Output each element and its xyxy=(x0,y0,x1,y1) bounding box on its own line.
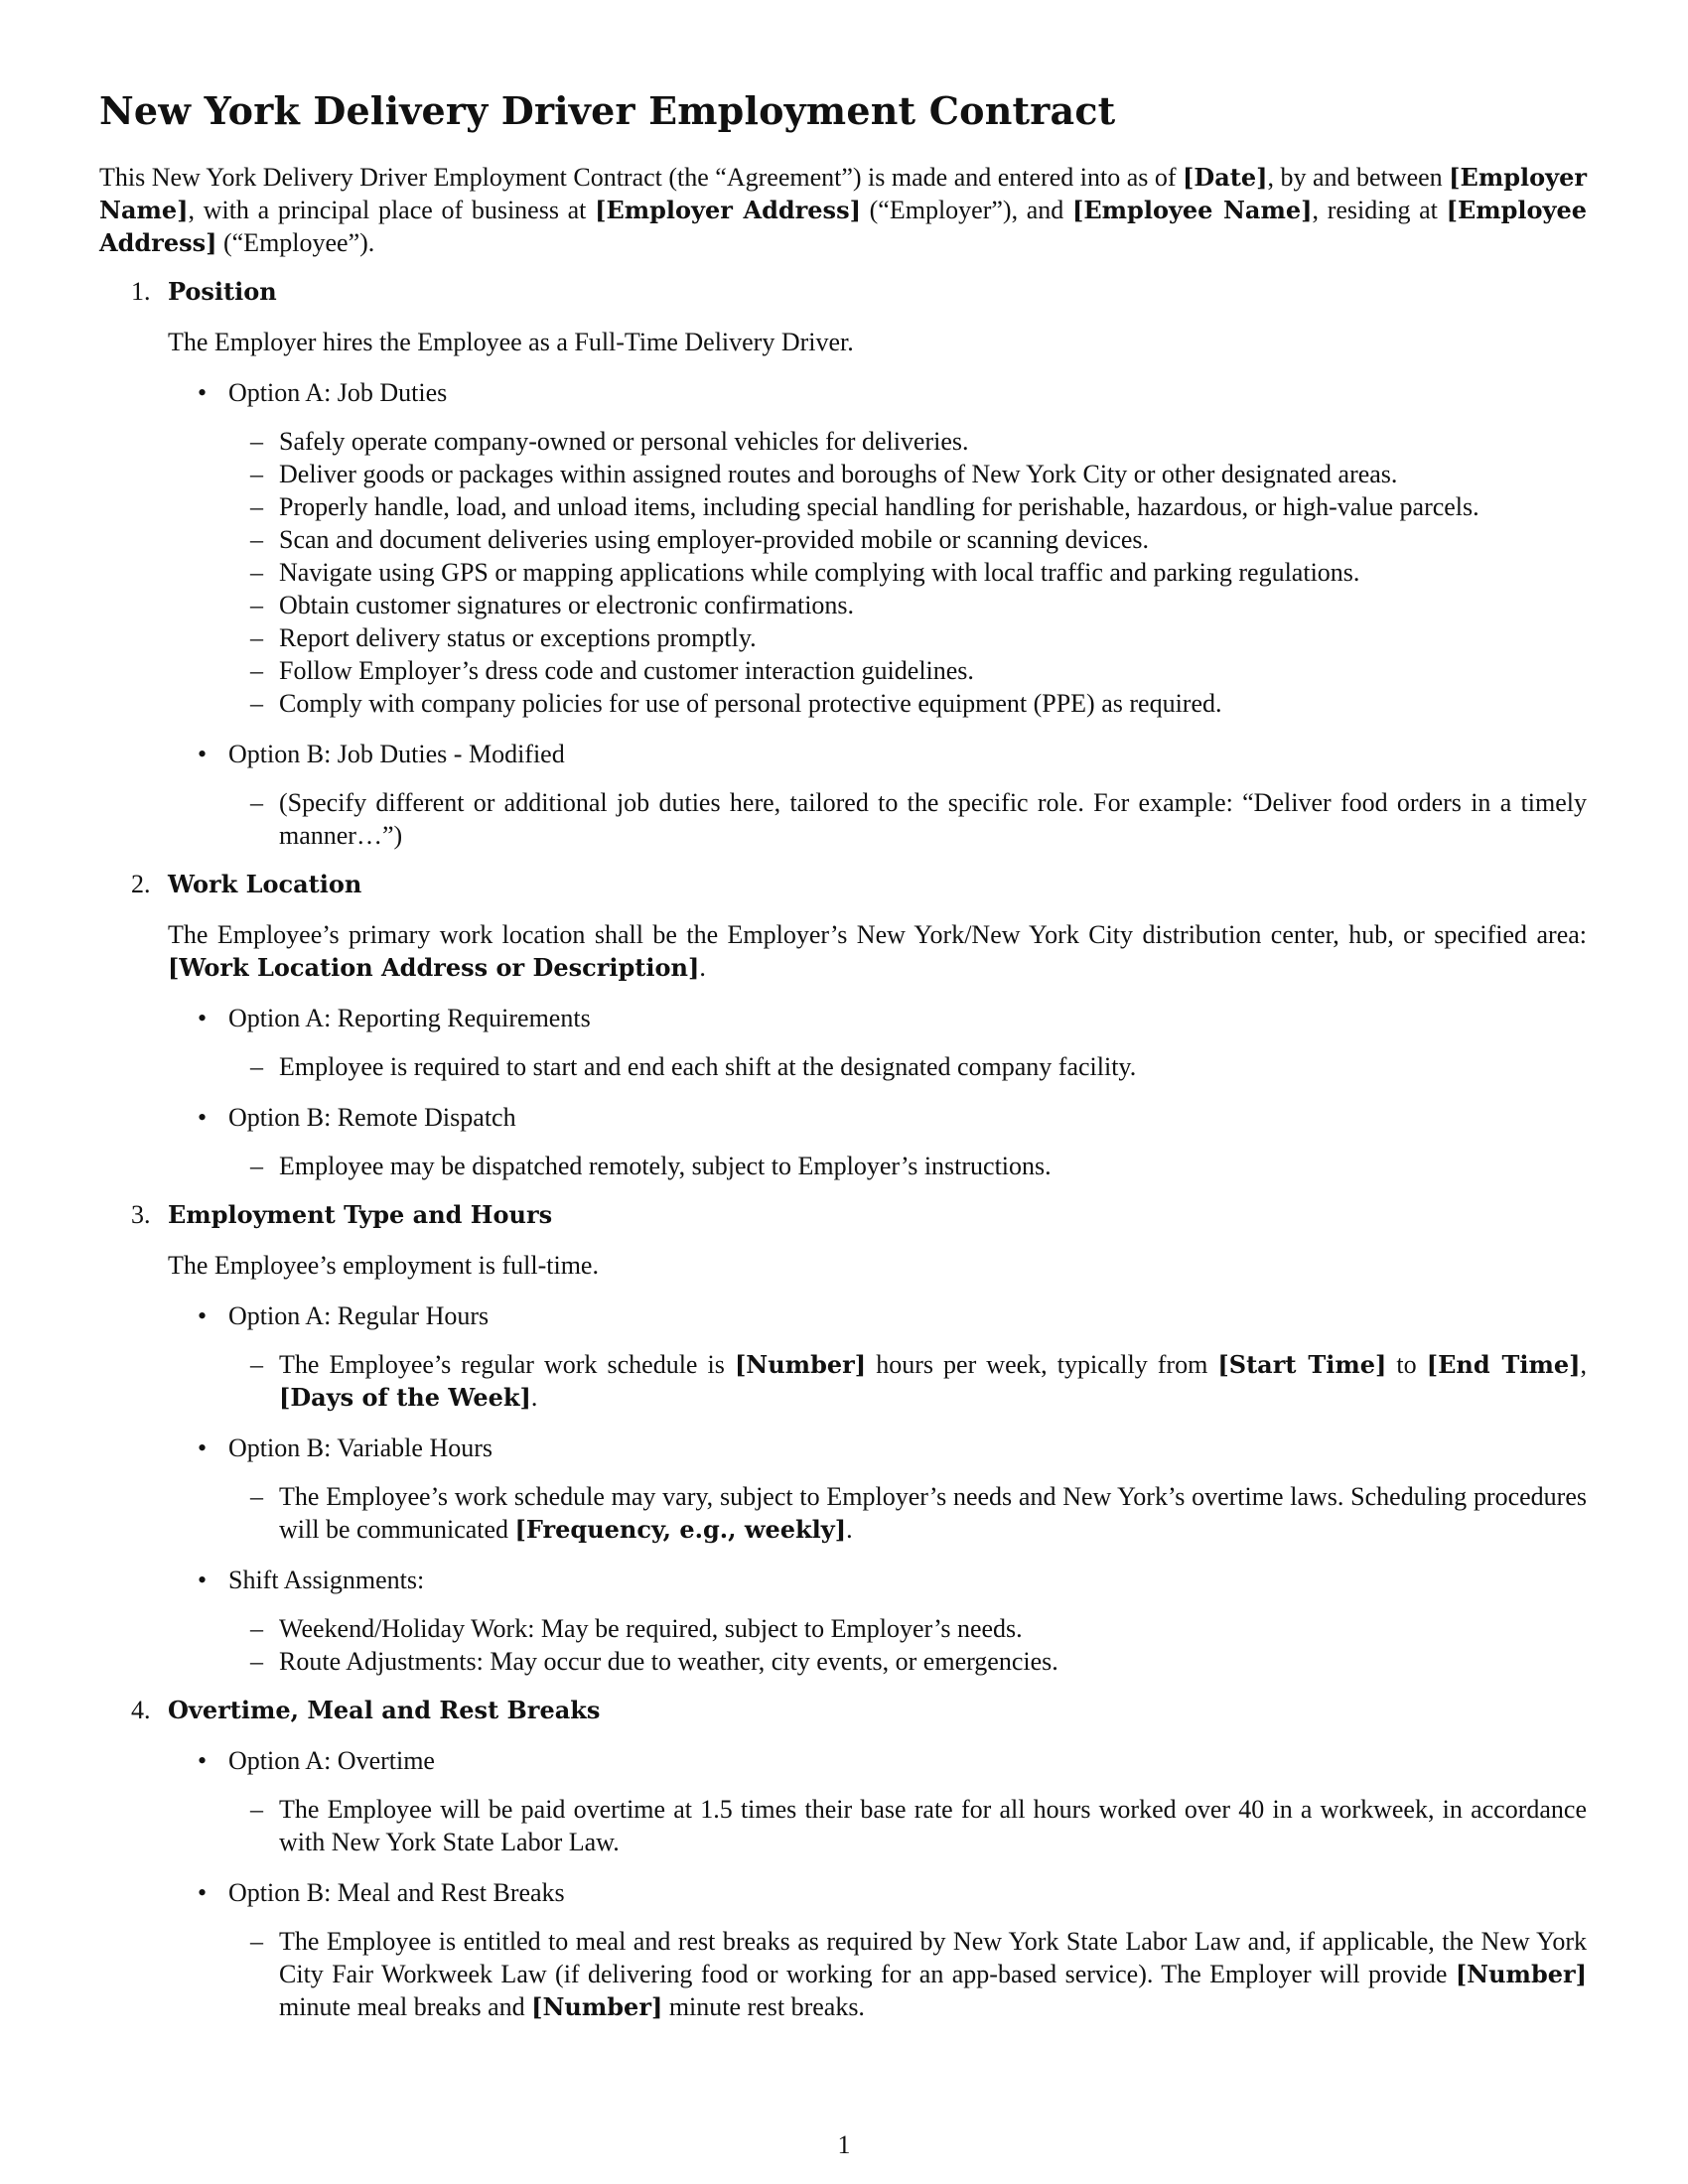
text-run: Navigate using GPS or mapping applications while complying with local traffic and parking regulations. xyxy=(279,558,1360,587)
text-run: This New York Delivery Driver Employment Contract (the “Agreement”) is made and entered into as of xyxy=(99,163,1184,192)
text-run: Follow Employer’s dress code and customer interaction guidelines. xyxy=(279,656,974,685)
option-sublist xyxy=(228,1480,1587,1546)
sublist-item xyxy=(228,490,1587,523)
section-title: Overtime, Meal and Rest Breaks xyxy=(168,1696,601,1724)
option-sublist xyxy=(228,1925,1587,2023)
text-run: to xyxy=(1386,1350,1427,1379)
sublist-item xyxy=(228,621,1587,654)
dash-icon: – xyxy=(250,1350,263,1379)
dash-icon: – xyxy=(250,689,263,718)
dash-icon: – xyxy=(250,492,263,521)
dash-icon: – xyxy=(250,525,263,554)
bullet-icon: • xyxy=(198,740,208,768)
placeholder-field: [Number] xyxy=(1455,1960,1587,1988)
option-sublist xyxy=(228,1612,1587,1678)
text-run: Properly handle, load, and unload items, including special handling for perishable, hazardous, or high-value parcels. xyxy=(279,492,1479,521)
dash-icon: – xyxy=(250,623,263,652)
option-sublist xyxy=(228,425,1587,720)
text-run: Employee is required to start and end each shift at the designated company facility. xyxy=(279,1052,1137,1081)
text-run: Safely operate company-owned or personal vehicles for deliveries. xyxy=(279,427,969,456)
text-run: , by and between xyxy=(1267,163,1450,192)
text-run: The Employee’s work schedule may vary, subject to Employer’s needs and New York’s overtime laws. Scheduling procedures will be communicated xyxy=(279,1482,1587,1544)
document-title: New York Delivery Driver Employment Contract xyxy=(99,88,1116,133)
option-sublist xyxy=(228,786,1587,852)
sublist-item xyxy=(228,425,1587,458)
dash-icon: – xyxy=(250,1795,263,1824)
text-run: . xyxy=(846,1515,853,1544)
placeholder-field: [Work Location Address or Description] xyxy=(168,953,700,982)
section-1 xyxy=(99,275,1587,852)
section-2 xyxy=(99,868,1587,1182)
text-run: minute rest breaks. xyxy=(662,1992,865,2021)
sections-container xyxy=(99,275,1587,2023)
section-number: 2. xyxy=(131,870,151,898)
text-run: Weekend/Holiday Work: May be required, subject to Employer’s needs. xyxy=(279,1614,1023,1643)
section-title: Employment Type and Hours xyxy=(168,1200,553,1229)
text-run: (“Employer”), and xyxy=(860,196,1072,224)
sublist-item xyxy=(228,654,1587,687)
placeholder-field: [Days of the Week] xyxy=(279,1383,531,1412)
section-body xyxy=(168,326,1587,358)
option-item xyxy=(168,1876,1587,2023)
placeholder-field: [End Time] xyxy=(1426,1350,1581,1379)
text-run: , with a principal place of business at xyxy=(188,196,596,224)
section-body xyxy=(168,918,1587,984)
dash-icon: – xyxy=(250,591,263,619)
text-run: The Employer hires the Employee as a Full-Time Delivery Driver. xyxy=(168,328,854,356)
text-run: , xyxy=(1580,1350,1588,1379)
option-label: Option A: Job Duties xyxy=(228,378,448,407)
text-run: (“Employee”). xyxy=(216,228,375,257)
sublist-item xyxy=(228,1050,1587,1083)
section-number: 4. xyxy=(131,1696,151,1724)
sublist-item xyxy=(228,523,1587,556)
dash-icon: – xyxy=(250,788,263,817)
document-page xyxy=(99,87,1587,2023)
text-run: Route Adjustments: May occur due to weather, city events, or emergencies. xyxy=(279,1647,1058,1676)
section-body xyxy=(168,1249,1587,1282)
dash-icon: – xyxy=(250,1927,263,1956)
sublist-item xyxy=(228,589,1587,621)
placeholder-field: [Employee Address] xyxy=(99,196,1588,257)
text-run: The Employee’s primary work location shall be the Employer’s New York/New York City distribution center, hub, or specified area: xyxy=(168,920,1587,949)
sublist-item xyxy=(228,1612,1587,1645)
sublist-item xyxy=(228,1480,1587,1546)
section-title: Position xyxy=(168,277,277,306)
sublist-item xyxy=(228,1150,1587,1182)
text-run: minute meal breaks and xyxy=(279,1992,532,2021)
dash-icon: – xyxy=(250,1614,263,1643)
option-label: Option A: Overtime xyxy=(228,1746,435,1775)
text-run: Obtain customer signatures or electronic confirmations. xyxy=(279,591,855,619)
placeholder-field: [Start Time] xyxy=(1217,1350,1387,1379)
dash-icon: – xyxy=(250,558,263,587)
text-run: Comply with company policies for use of personal protective equipment (PPE) as required. xyxy=(279,689,1222,718)
intro-paragraph xyxy=(99,161,1587,259)
sublist-item xyxy=(228,458,1587,490)
sublist-item xyxy=(228,556,1587,589)
text-run: The Employee will be paid overtime at 1.5 times their base rate for all hours worked over 40 in a workweek, in accordance with New York State Labor Law. xyxy=(279,1795,1587,1856)
bullet-icon: • xyxy=(198,378,208,407)
bullet-icon: • xyxy=(198,1566,208,1594)
text-run: , residing at xyxy=(1312,196,1447,224)
section-4 xyxy=(99,1694,1587,2023)
bullet-icon: • xyxy=(198,1004,208,1032)
bullet-icon: • xyxy=(198,1746,208,1775)
option-label: Option B: Remote Dispatch xyxy=(228,1103,516,1132)
page-number: 1 xyxy=(837,2130,851,2159)
text-run: Employee may be dispatched remotely, subject to Employer’s instructions. xyxy=(279,1152,1052,1180)
sublist-item xyxy=(228,1925,1587,2023)
placeholder-field: [Number] xyxy=(734,1350,867,1379)
option-label: Option A: Regular Hours xyxy=(228,1301,490,1330)
text-run: The Employee is entitled to meal and rest breaks as required by New York State Labor Law and, if applicable, the New York City Fair Workweek Law (if delivering food or working for an app-based service). The Employer will provide xyxy=(279,1927,1587,1988)
dash-icon: – xyxy=(250,656,263,685)
placeholder-field: [Number] xyxy=(531,1992,663,2021)
option-sublist xyxy=(228,1150,1587,1182)
bullet-icon: • xyxy=(198,1301,208,1330)
section-number: 3. xyxy=(131,1200,151,1229)
option-label: Shift Assignments: xyxy=(228,1566,425,1594)
sublist-item xyxy=(228,687,1587,720)
bullet-icon: • xyxy=(198,1103,208,1132)
section-number: 1. xyxy=(131,277,151,306)
option-sublist xyxy=(228,1050,1587,1083)
bullet-icon: • xyxy=(198,1433,208,1462)
text-run: The Employee’s regular work schedule is xyxy=(279,1350,735,1379)
placeholder-field: [Employer Address] xyxy=(595,196,861,224)
option-label: Option A: Reporting Requirements xyxy=(228,1004,591,1032)
option-item xyxy=(168,1564,1587,1678)
option-item xyxy=(168,1002,1587,1083)
dash-icon: – xyxy=(250,1482,263,1511)
option-item xyxy=(168,1744,1587,1858)
option-label: Option B: Job Duties - Modified xyxy=(228,740,565,768)
text-run: Deliver goods or packages within assigned routes and boroughs of New York City or other designated areas. xyxy=(279,460,1398,488)
sublist-item xyxy=(228,1793,1587,1858)
option-item xyxy=(168,738,1587,852)
text-run: Scan and document deliveries using employer-provided mobile or scanning devices. xyxy=(279,525,1150,554)
placeholder-field: [Frequency, e.g., weekly] xyxy=(514,1515,847,1544)
option-label: Option B: Meal and Rest Breaks xyxy=(228,1878,565,1907)
option-sublist xyxy=(228,1348,1587,1414)
option-item xyxy=(168,1299,1587,1414)
option-item xyxy=(168,1432,1587,1546)
text-run: (Specify different or additional job duties here, tailored to the specific role. For example: “Deliver food orders in a timely manner…”) xyxy=(279,788,1587,850)
sublist-item xyxy=(228,1348,1587,1414)
placeholder-field: [Employer Name] xyxy=(99,163,1587,224)
section-title: Work Location xyxy=(168,870,362,898)
option-sublist xyxy=(228,1793,1587,1858)
option-label: Option B: Variable Hours xyxy=(228,1433,492,1462)
dash-icon: – xyxy=(250,1052,263,1081)
bullet-icon: • xyxy=(198,1878,208,1907)
text-run: hours per week, typically from xyxy=(866,1350,1218,1379)
section-3 xyxy=(99,1198,1587,1678)
sublist-item xyxy=(228,786,1587,852)
dash-icon: – xyxy=(250,460,263,488)
text-run: . xyxy=(530,1383,538,1412)
dash-icon: – xyxy=(250,427,263,456)
option-item xyxy=(168,376,1587,720)
sublist-item xyxy=(228,1645,1587,1678)
placeholder-field: [Employee Name] xyxy=(1072,196,1313,224)
dash-icon: – xyxy=(250,1647,263,1676)
option-item xyxy=(168,1101,1587,1182)
text-run: . xyxy=(699,953,706,982)
text-run: Report delivery status or exceptions promptly. xyxy=(279,623,757,652)
text-run: The Employee’s employment is full-time. xyxy=(168,1251,599,1280)
placeholder-field: [Date] xyxy=(1183,163,1268,192)
dash-icon: – xyxy=(250,1152,263,1180)
